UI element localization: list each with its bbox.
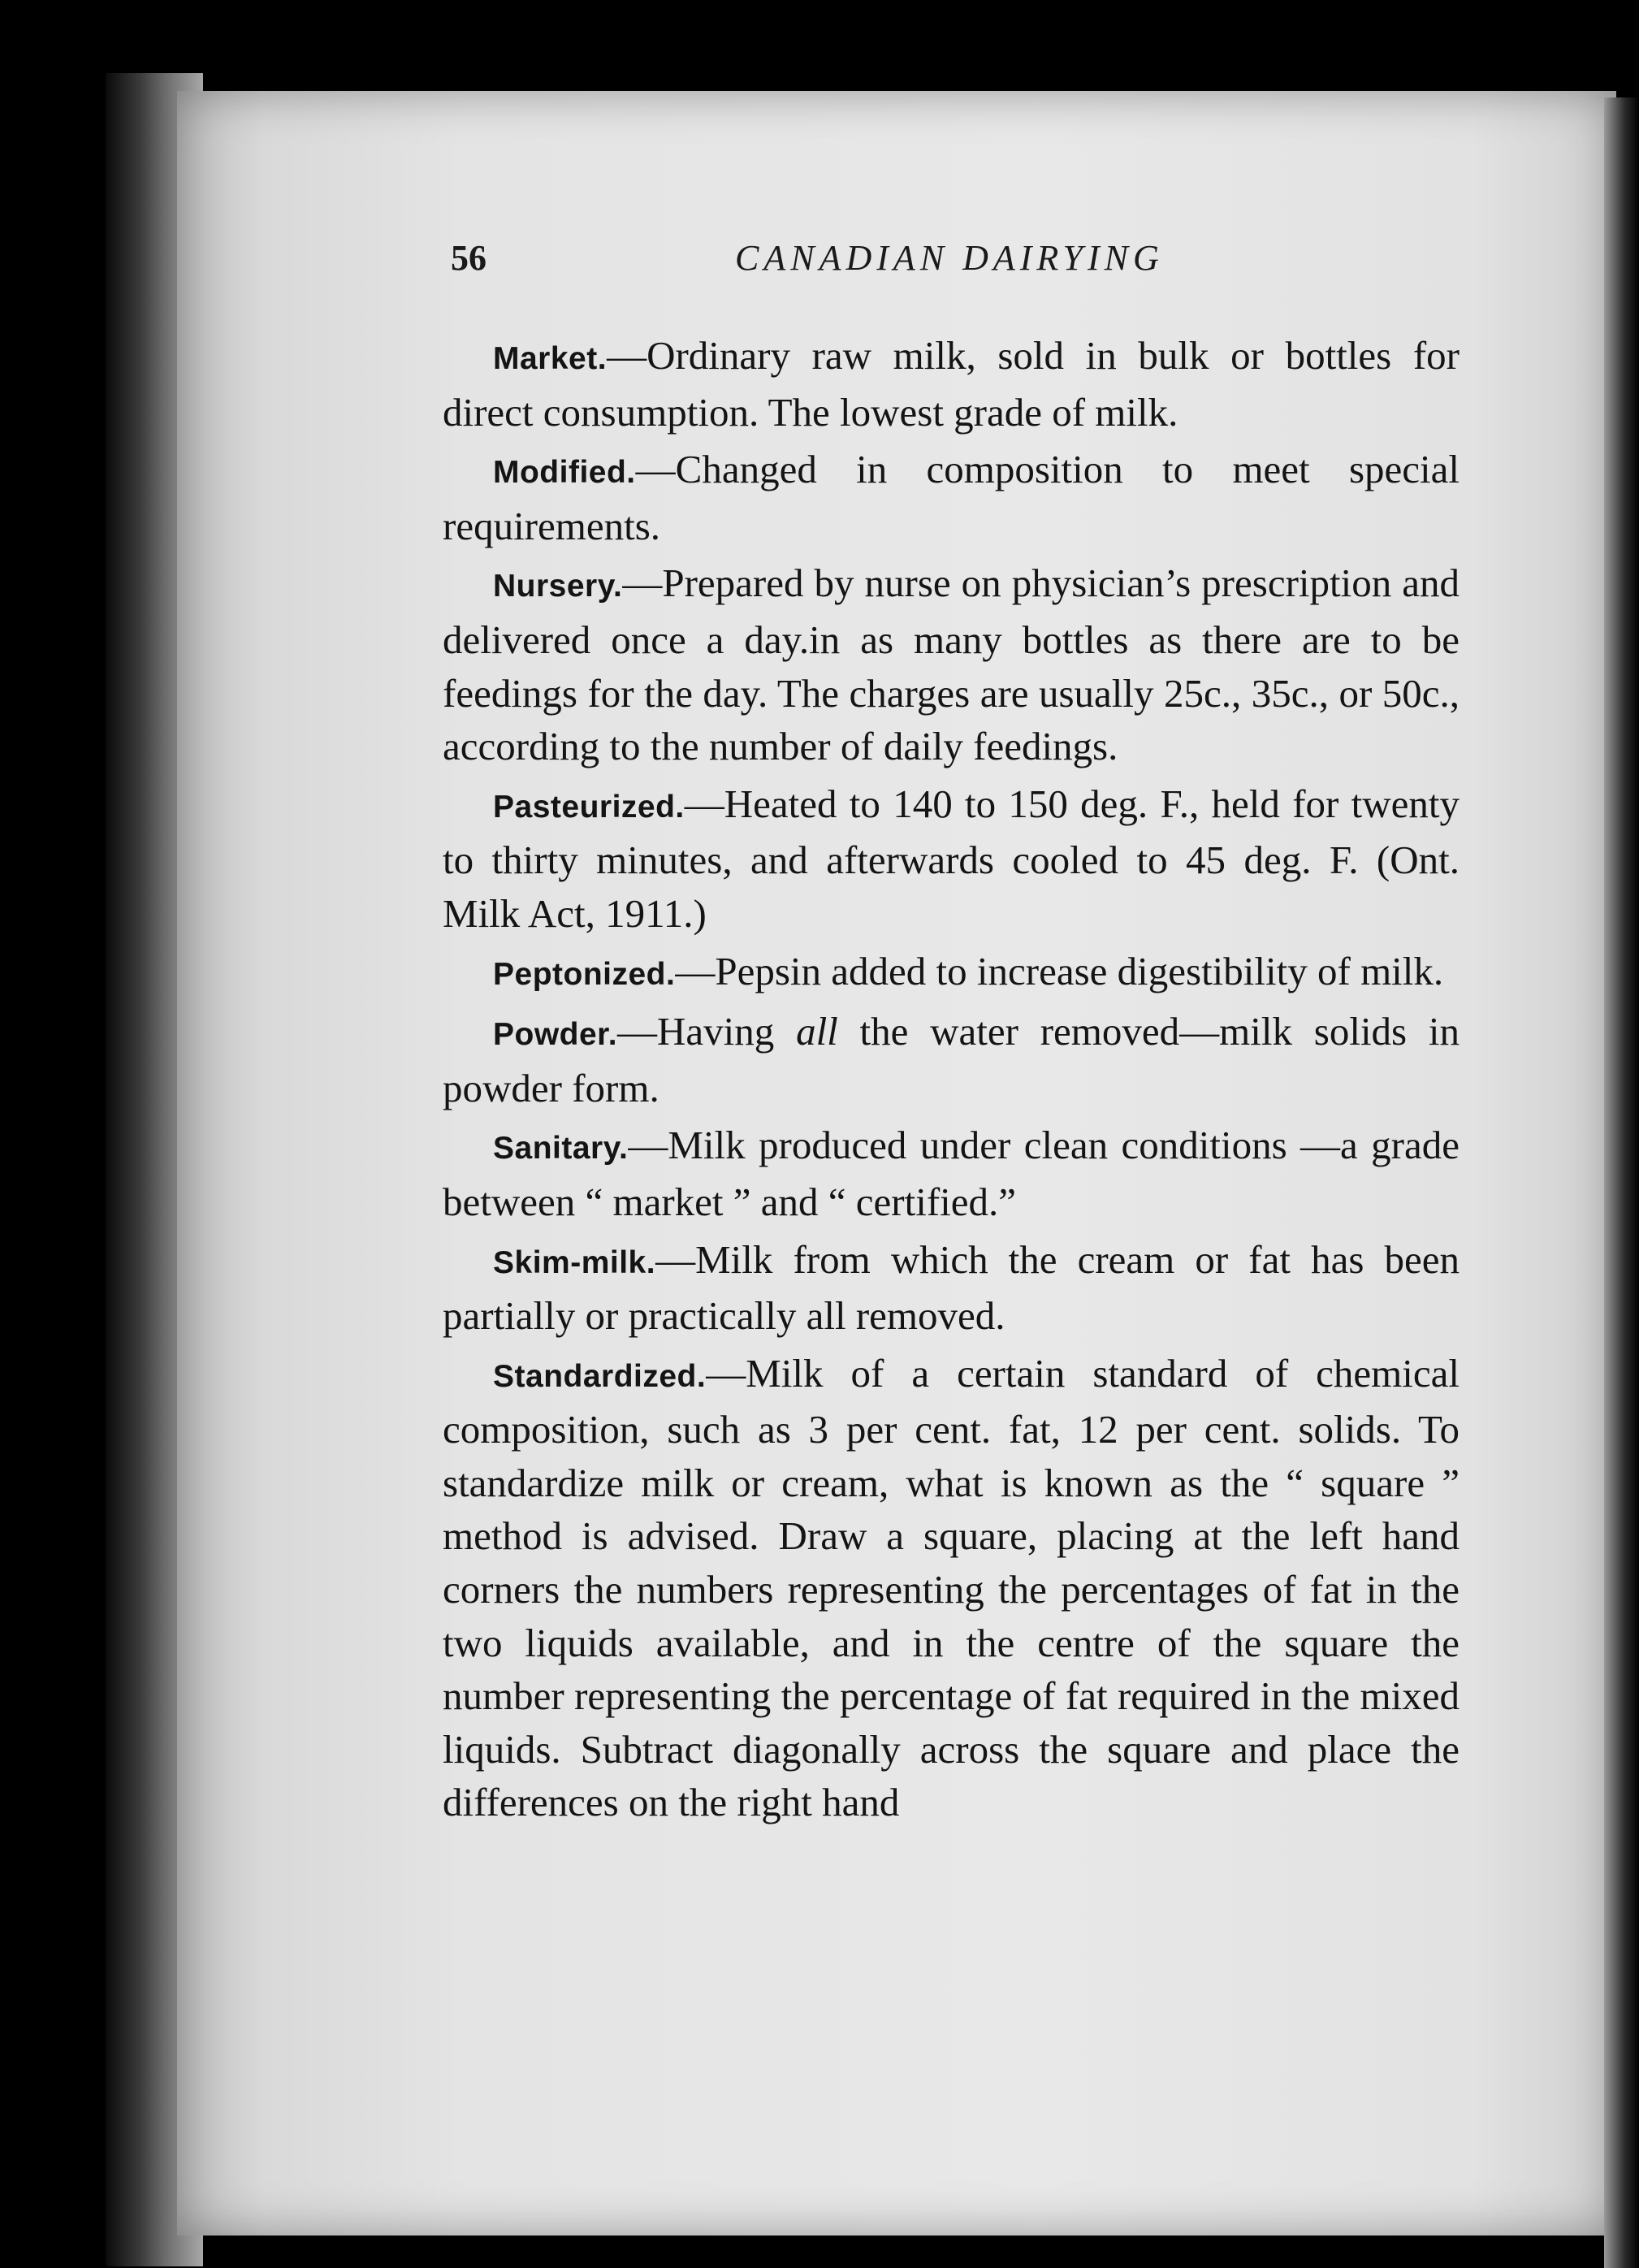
entry-powder <box>443 1005 1460 1115</box>
entry-term: Standardized. <box>493 1358 707 1394</box>
entry-market <box>443 329 1460 439</box>
entry-definition: —Changed in composition to meet special requirements. <box>443 447 1460 548</box>
entry-term: Pasteurized. <box>493 789 685 825</box>
glossary-text <box>443 329 1460 1833</box>
entry-term: Powder. <box>493 1017 618 1053</box>
page-header <box>451 237 1458 294</box>
entry-emphasis: all <box>796 1009 838 1054</box>
entry-definition: —Pepsin added to increase digestibility of milk. <box>675 948 1444 993</box>
entry-definition: —Ordinary raw milk, sold in bulk or bottles for direct consumption. The lowest grade of milk. <box>443 333 1460 435</box>
entry-pasteurized <box>443 777 1460 941</box>
entry-sanitary <box>443 1119 1460 1228</box>
entry-peptonized <box>443 945 1460 1002</box>
entry-term: Sanitary. <box>493 1131 629 1166</box>
entry-term: Skim-milk. <box>493 1244 656 1280</box>
running-head: CANADIAN DAIRYING <box>735 238 1164 278</box>
entry-definition: —Milk of a certain standard of chemical composition, such as 3 per cent. fat, 12 per cent. solids. To standardize milk or cream, what is known as the “ square ” method is advised. Draw a square, placing at the left hand corners the numbers representing the percentages of fat in the two liquids available, and in the centre of the square the number representing the percentage of fat required in the mixed liquids. Subtract diagonally across the square and place the differences on the right hand <box>443 1350 1460 1825</box>
entry-nursery <box>443 556 1460 773</box>
entry-definition: —Heated to 140 to 150 deg. F., held for twenty to thirty minutes, and afterwards cooled to 45 deg. F. (Ont. Milk Act, 1911.) <box>443 781 1460 936</box>
entry-term: Market. <box>493 341 608 376</box>
entry-definition: —Milk produced under clean conditions —a grade between “ market ” and “ certified.” <box>443 1123 1460 1224</box>
page-edge-shadow <box>1604 97 1639 2268</box>
entry-definition: —Prepared by nurse on physician’s prescription and delivered once a day.in as many bottles as there are to be feedings for the day. The charges are usually 25c., 35c., or 50c., according to the number of daily feedings. <box>443 561 1460 769</box>
entry-skim-milk <box>443 1233 1460 1343</box>
entry-definition-part: the water removed—milk solids in powder form. <box>443 1009 1460 1110</box>
entry-standardized <box>443 1347 1460 1829</box>
entry-definition: —Milk from which the cream or fat has been partially or practically all removed. <box>443 1236 1460 1339</box>
page-number: 56 <box>451 238 487 278</box>
entry-modified <box>443 443 1460 552</box>
entry-term: Peptonized. <box>493 956 676 992</box>
entry-term: Modified. <box>493 455 636 491</box>
entry-term: Nursery. <box>493 569 623 604</box>
entry-definition-part: —Having <box>617 1009 797 1054</box>
